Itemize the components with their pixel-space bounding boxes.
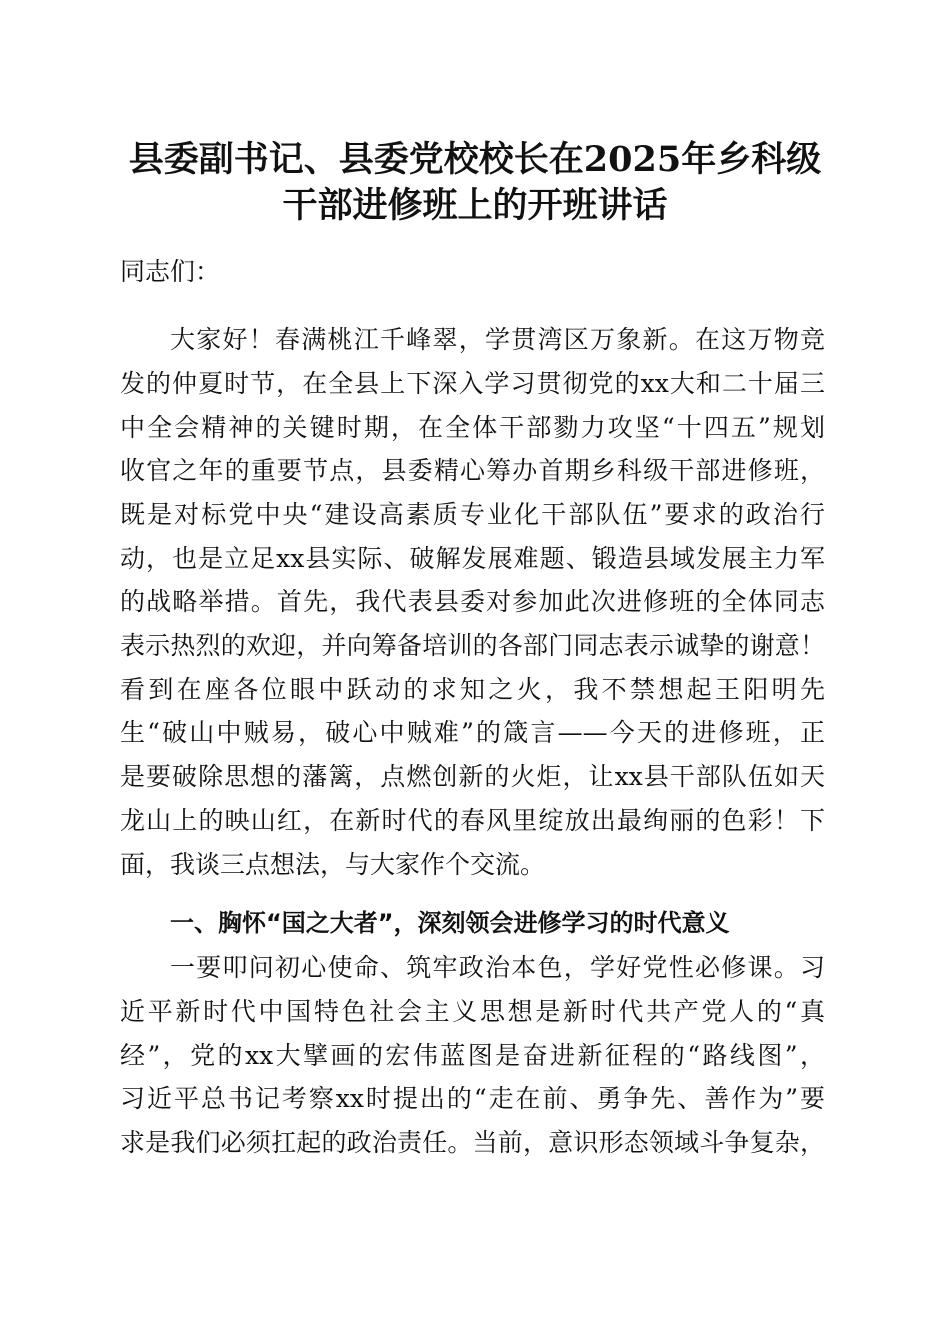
paragraph-1-line: 既是对标党中央“建设高素质专业化干部队伍”要求的政治行 bbox=[120, 500, 825, 529]
paragraph-1-line: 动，也是立足xx县实际、破解发展难题、锻造县域发展主力军 bbox=[120, 544, 825, 573]
paragraph-1-line: 看到在座各位眼中跃动的求知之火，我不禁想起王阳明先 bbox=[120, 675, 825, 704]
document-title-line-2: 干部进修班上的开班讲话 bbox=[282, 185, 668, 226]
paragraph-2-line: 近平新时代中国特色社会主义思想是新时代共产党人的“真 bbox=[120, 997, 825, 1026]
paragraph-2-line: 经”，党的xx大擘画的宏伟蓝图是奋进新征程的“路线图”， bbox=[120, 1041, 825, 1070]
paragraph-1-line: 中全会精神的关键时期，在全体干部勠力攻坚“十四五”规划 bbox=[120, 413, 825, 442]
paragraph-1-line: 大家好！春满桃江千峰翠，学贯湾区万象新。在这万物竞 bbox=[170, 325, 825, 354]
section-heading-1: 一、胸怀“国之大者”，深刻领会进修学习的时代意义 bbox=[170, 909, 730, 937]
paragraph-1-line: 的战略举措。首先，我代表县委对参加此次进修班的全体同志 bbox=[120, 587, 825, 616]
paragraph-1-line: 表示热烈的欢迎，并向筹备培训的各部门同志表示诚挚的谢意！ bbox=[120, 631, 825, 660]
paragraph-1-line: 收官之年的重要节点，县委精心筹办首期乡科级干部进修班， bbox=[120, 456, 825, 485]
document-title-line-1: 县委副书记、县委党校校长在2025年乡科级 bbox=[128, 139, 822, 180]
paragraph-1-line: 是要破除思想的藩篱，点燃创新的火炬，让xx县干部队伍如天 bbox=[120, 762, 825, 791]
salutation: 同志们： bbox=[120, 257, 221, 286]
paragraph-1-line: 龙山上的映山红，在新时代的春风里绽放出最绚丽的色彩！下 bbox=[120, 806, 825, 835]
paragraph-2-line: 一要叩问初心使命、筑牢政治本色，学好党性必修课。习 bbox=[170, 953, 825, 982]
paragraph-1-line: 生“破山中贼易，破心中贼难”的箴言——今天的进修班，正 bbox=[120, 718, 825, 747]
paragraph-2-line: 求是我们必须扛起的政治责任。当前，意识形态领域斗争复杂， bbox=[120, 1128, 825, 1157]
paragraph-1-line: 面，我谈三点想法，与大家作个交流。 bbox=[120, 850, 546, 879]
paragraph-1-line: 发的仲夏时节，在全县上下深入学习贯彻党的xx大和二十届三 bbox=[120, 369, 825, 398]
paragraph-2-line: 习近平总书记考察xx时提出的“走在前、勇争先、善作为”要 bbox=[120, 1084, 825, 1113]
